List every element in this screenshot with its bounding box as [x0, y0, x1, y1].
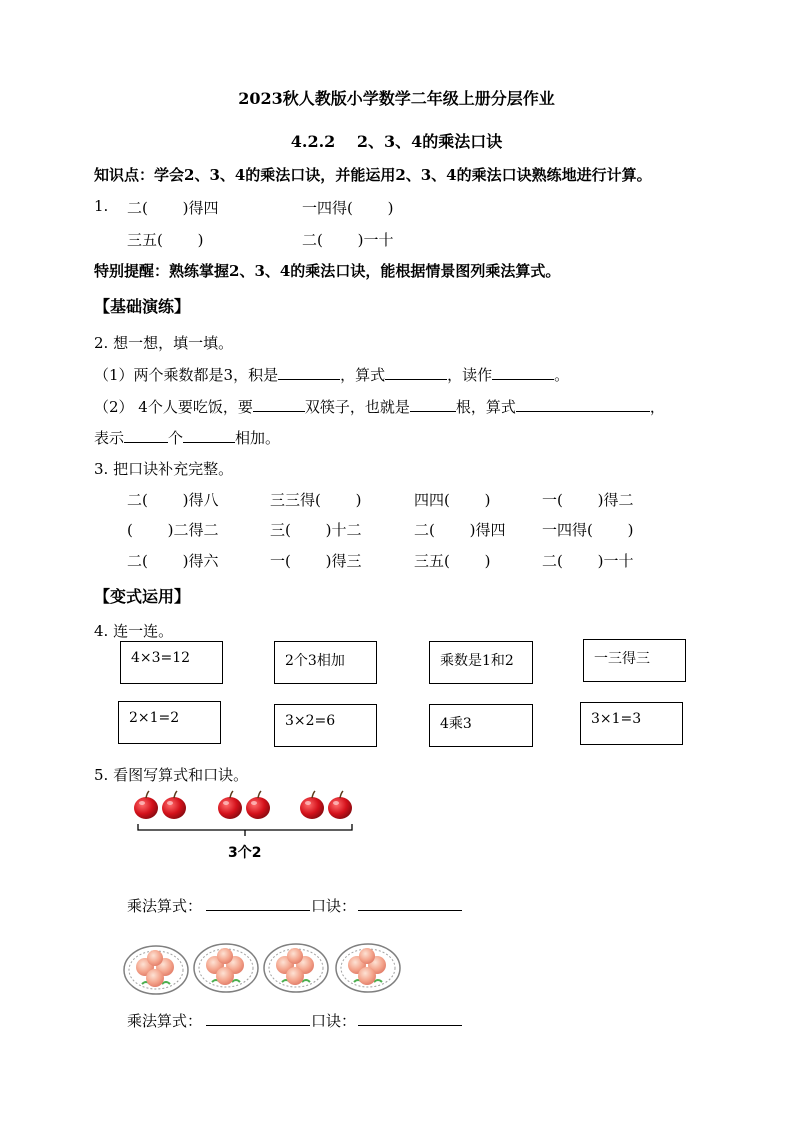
q3-title: 3. 把口诀补充完整。 [94, 460, 234, 478]
formula-label: 乘法算式： [127, 897, 203, 915]
apple-icon [328, 791, 352, 819]
rhyme-answer-line[interactable] [358, 1025, 462, 1026]
q2-part1-text-c: ，读作 [447, 366, 493, 384]
section-variant-application: 【变式运用】 [94, 587, 191, 606]
peach-plate-icon [194, 944, 258, 992]
q2-part1-text-a: （1）两个乘数都是3，积是 [94, 366, 279, 384]
q3-rhyme: 二( )一十 [542, 552, 634, 570]
rhyme-label: 口诀： [311, 897, 357, 915]
q2-title: 2. 想一想，填一填。 [94, 334, 234, 352]
q2-part1-text-d: 。 [554, 366, 570, 384]
apple-icon [300, 791, 324, 819]
formula-label: 乘法算式： [127, 1012, 203, 1030]
answer-blank[interactable] [278, 365, 340, 380]
q2-part1-text-b: ，算式 [340, 366, 386, 384]
q2-part2-text-c: 根，算式 [455, 398, 516, 416]
answer-blank[interactable] [516, 397, 650, 412]
q3-rhyme: 二( )得八 [127, 491, 219, 509]
match-card[interactable]: 乘数是1和2 [429, 641, 533, 684]
match-card[interactable]: 2×1=2 [118, 701, 221, 744]
answer-blank[interactable] [183, 428, 235, 443]
peach-plate-icon [336, 944, 400, 992]
match-card[interactable]: 4×3=12 [120, 641, 223, 684]
match-card[interactable]: 4乘3 [429, 704, 533, 747]
answer-blank[interactable] [410, 397, 456, 412]
q2-part3-text-c: 相加。 [235, 429, 281, 447]
q3-rhyme: ( )二得二 [127, 521, 219, 539]
apple-icon [134, 791, 158, 819]
q1-item-d: 二( )一十 [302, 231, 394, 249]
q2-part3-text-a: 表示 [94, 429, 125, 447]
q2-part3-text-b: 个 [168, 429, 184, 447]
bracket-icon [138, 824, 352, 836]
q4-title: 4. 连一连。 [94, 622, 174, 640]
peach-plate-icon [124, 946, 188, 994]
apple-icon [218, 791, 242, 819]
apple-icon [162, 791, 186, 819]
peach-plates-illustration [120, 938, 410, 1000]
section-basic-practice: 【基础演练】 [94, 297, 191, 316]
q5-title: 5. 看图写算式和口诀。 [94, 766, 249, 784]
bracket-label: 3个2 [228, 845, 262, 861]
answer-blank[interactable] [253, 397, 305, 412]
q3-rhyme: 二( )得六 [127, 552, 219, 570]
q1-item-b: 一四得( ) [302, 199, 394, 217]
q2-part2-text-b: 双筷子，也就是 [304, 398, 410, 416]
q3-rhyme: 四四( ) [414, 491, 491, 509]
rhyme-answer-line[interactable] [358, 910, 462, 911]
page-subtitle: 4.2.2 2、3、4的乘法口诀 [290, 132, 503, 151]
match-card[interactable]: 2个3相加 [274, 641, 377, 684]
formula-answer-line[interactable] [206, 910, 310, 911]
q3-rhyme: 一四得( ) [542, 521, 634, 539]
q3-rhyme: 三( )十二 [270, 521, 362, 539]
knowledge-point: 知识点：学会2、3、4的乘法口诀，并能运用2、3、4的乘法口诀熟练地进行计算。 [94, 166, 652, 184]
formula-answer-line[interactable] [206, 1025, 310, 1026]
special-reminder: 特别提醒：熟练掌握2、3、4的乘法口诀，能根据情景图列乘法算式。 [94, 262, 561, 280]
q2-part3 [94, 427, 280, 448]
q2-part2-text-d: ， [649, 398, 665, 416]
q3-rhyme: 一( )得二 [542, 491, 634, 509]
q2-part2-text-a: （2） 4个人要吃饭，要 [94, 398, 253, 416]
q1-number: 1. [94, 197, 109, 215]
match-card[interactable]: 3×1=3 [580, 702, 683, 745]
answer-blank[interactable] [492, 365, 554, 380]
q3-rhyme: 二( )得四 [414, 521, 506, 539]
q1-item-a: 二( )得四 [127, 199, 219, 217]
answer-blank[interactable] [124, 428, 168, 443]
match-card[interactable]: 3×2=6 [274, 704, 377, 747]
rhyme-label: 口诀： [311, 1012, 357, 1030]
q2-part2 [94, 396, 665, 417]
q3-rhyme: 三三得( ) [270, 491, 362, 509]
answer-blank[interactable] [385, 365, 447, 380]
q1-item-c: 三五( ) [127, 231, 204, 249]
q3-rhyme: 三五( ) [414, 552, 491, 570]
match-card[interactable]: 一三得三 [583, 639, 686, 682]
q2-part1 [94, 364, 569, 385]
q3-rhyme: 一( )得三 [270, 552, 362, 570]
page-title: 2023秋人教版小学数学二年级上册分层作业 [238, 89, 555, 108]
peach-plate-icon [264, 944, 328, 992]
apple-icon [246, 791, 270, 819]
